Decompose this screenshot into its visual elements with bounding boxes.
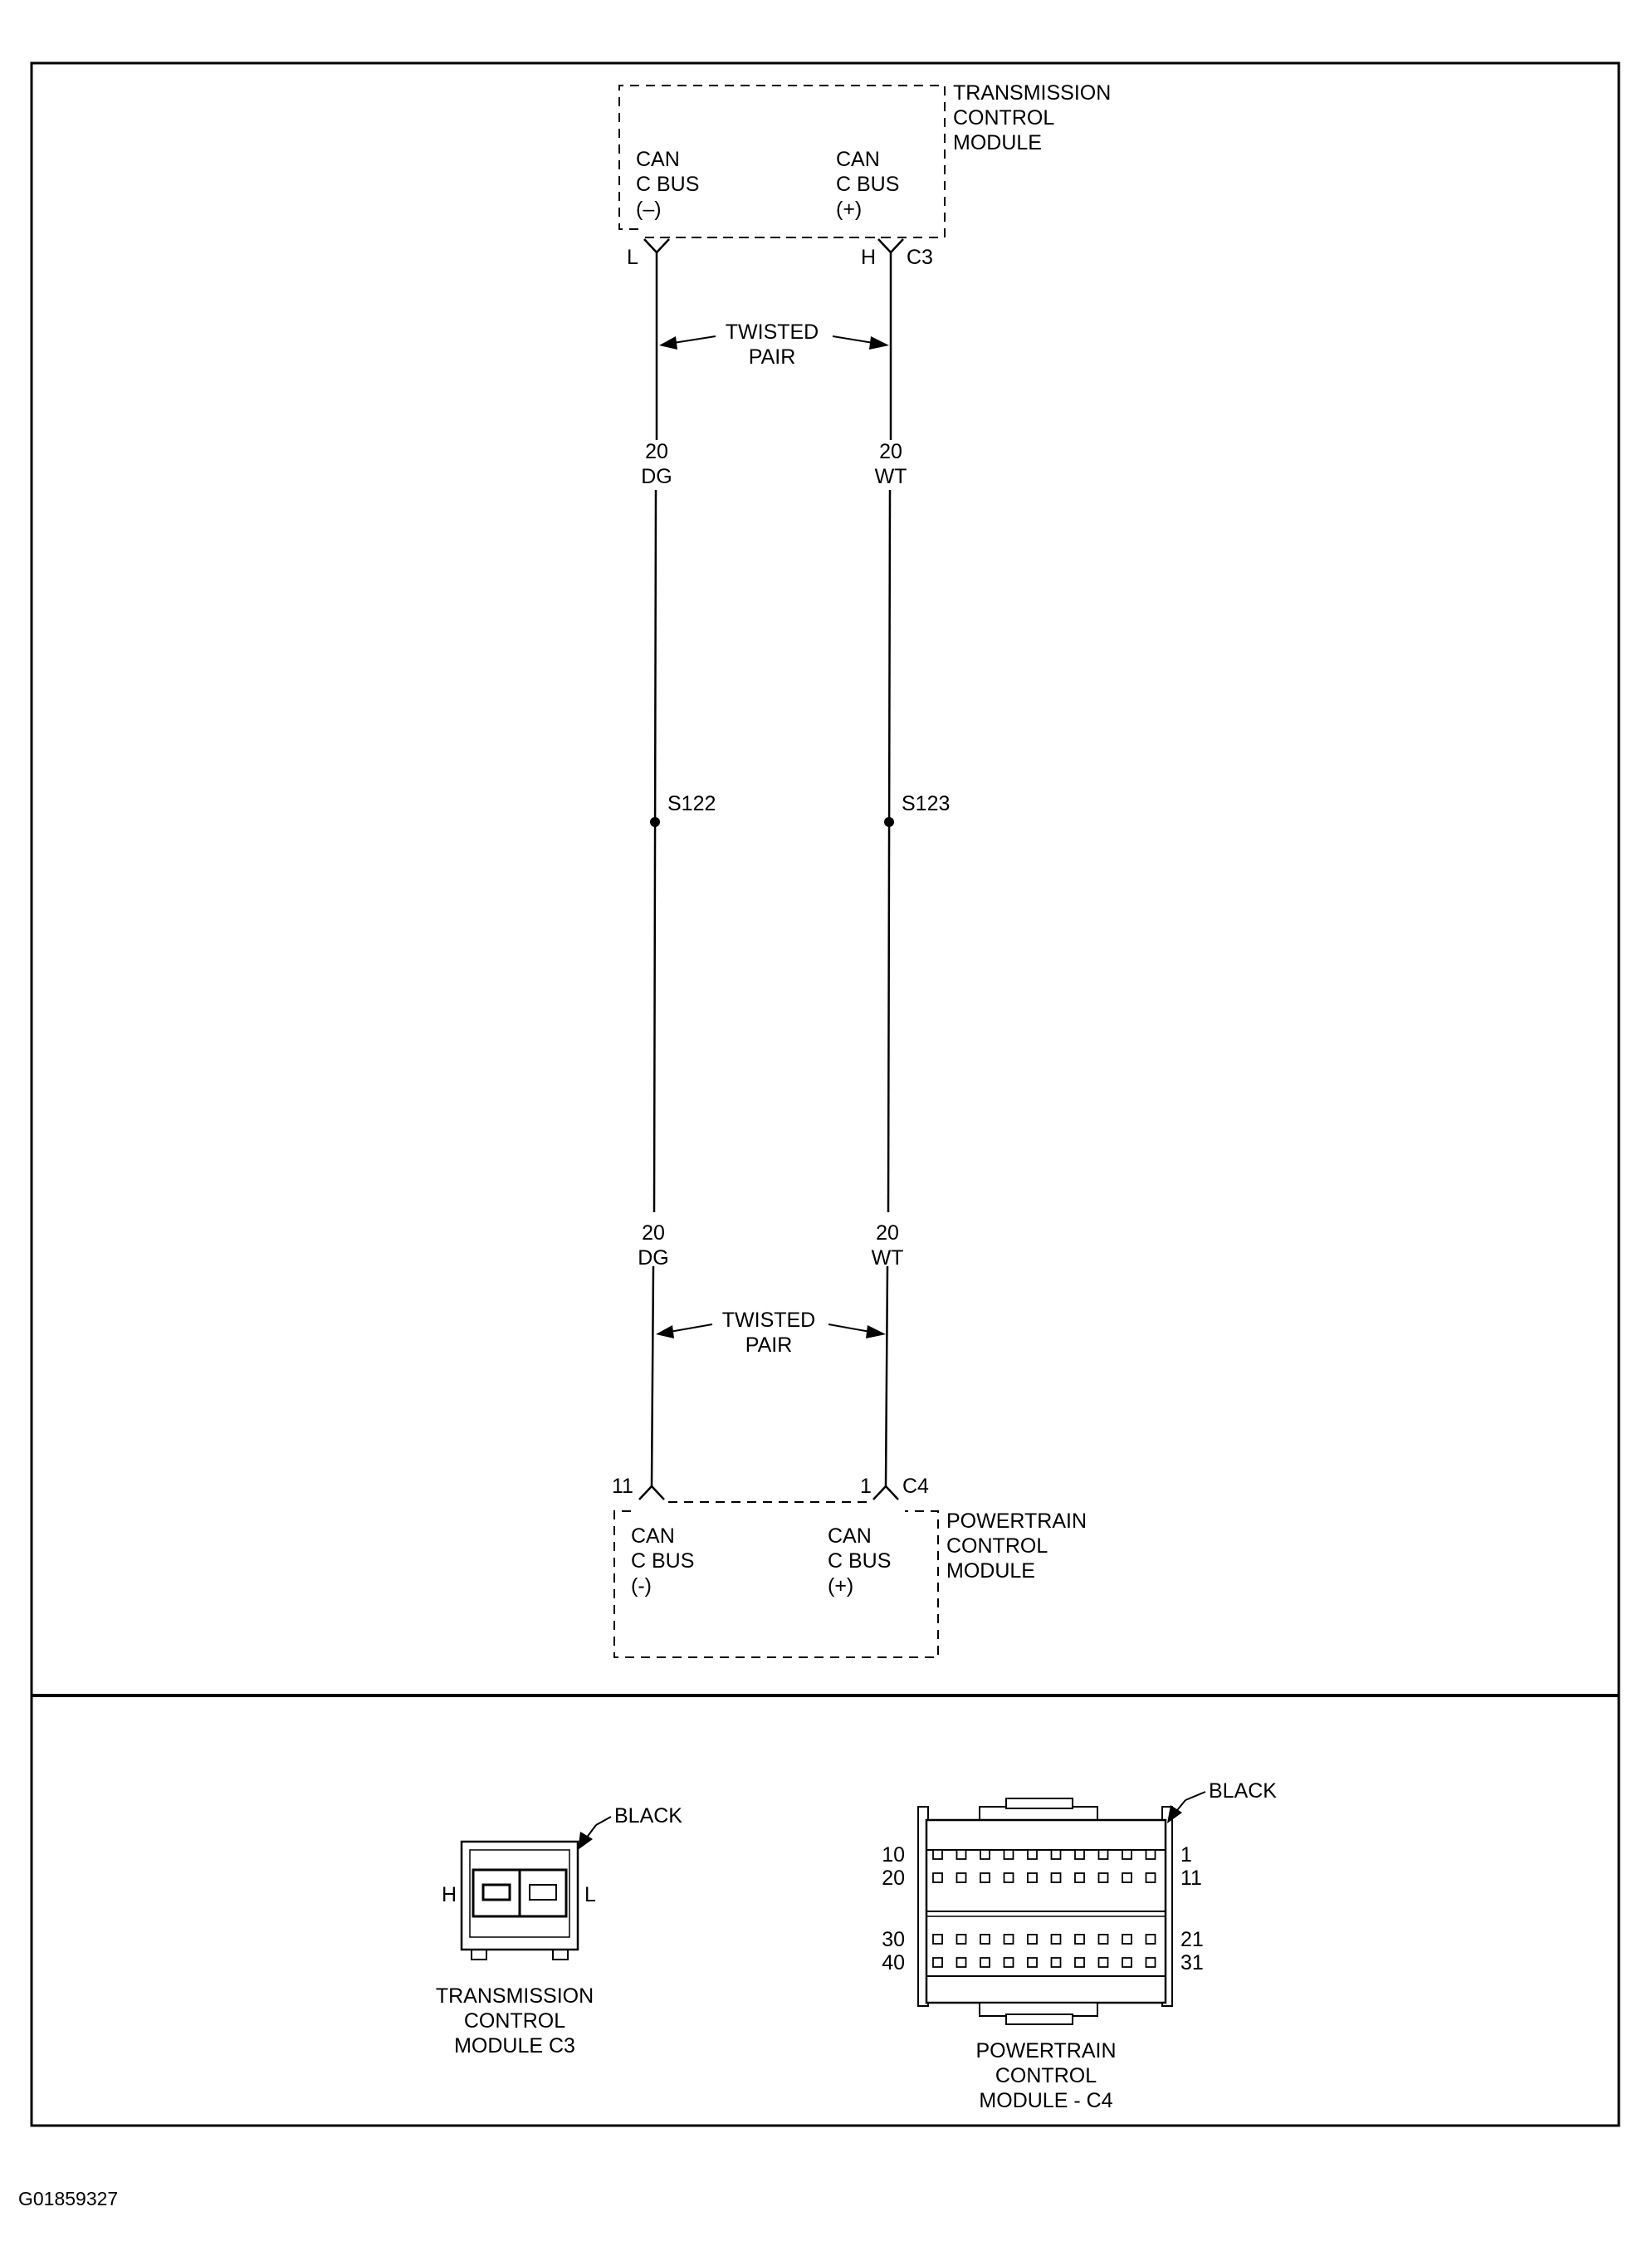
connector-c3-caption-line-3: MODULE C3	[454, 2034, 575, 2058]
connector-c4-cavity	[1052, 1935, 1061, 1944]
connector-c4-cavity	[1004, 1873, 1014, 1882]
connector-c4-cavity	[1028, 1850, 1037, 1859]
connector-c4-row-label-21: 21	[1180, 1928, 1204, 1951]
wire-left-dg	[652, 252, 657, 1486]
connector-c4-cavity	[957, 1958, 966, 1967]
connector-c3-color: BLACK	[614, 1804, 682, 1828]
connector-c4-cavity	[1146, 1958, 1156, 1967]
connector-c4-cavity	[1052, 1850, 1061, 1859]
pcm-neg-terminal-line-2: C BUS	[631, 1549, 695, 1573]
splice-s122-label: S122	[667, 792, 716, 815]
diagram-frame	[32, 63, 1619, 2126]
connector-c4-cavity	[933, 1850, 942, 1859]
connector-c4-cavity	[1004, 1958, 1014, 1967]
wire-left-color-bottom: DG	[638, 1246, 669, 1270]
connector-c4-cavity	[980, 1958, 990, 1967]
connector-c3-pin-h: H	[442, 1883, 457, 1906]
connector-c3-cavity-h	[483, 1885, 510, 1900]
connector-c4-cavity	[1122, 1958, 1131, 1967]
tcm-pos-terminal-line-2: C BUS	[836, 173, 900, 196]
wire-right-color-top: WT	[874, 465, 907, 488]
tcm-pin-l-symbol	[644, 239, 669, 252]
connector-c4-cavity	[957, 1850, 966, 1859]
connector-c4-cavity	[933, 1873, 942, 1882]
twisted-pair-top-line-1: TWISTED	[725, 320, 819, 344]
connector-c4-cavity	[1099, 1873, 1108, 1882]
tcm-neg-terminal-line-2: C BUS	[636, 173, 700, 196]
connector-c4-row-label-1: 1	[1180, 1843, 1192, 1867]
pcm-title-line-2: CONTROL	[946, 1534, 1048, 1558]
twisted-pair-bottom-arrow-right	[866, 1325, 886, 1338]
pcm-title-line-3: MODULE	[946, 1559, 1035, 1583]
wire-left-gauge-top: 20	[645, 440, 668, 463]
connector-c4-row-label-11: 11	[1180, 1867, 1202, 1890]
connector-c4-cavity	[1028, 1935, 1037, 1944]
pcm-connector-label: C4	[902, 1475, 929, 1498]
pcm-pos-terminal-line-3: (+)	[828, 1574, 854, 1598]
connector-c4-row-label-10: 10	[882, 1843, 905, 1867]
connector-c4-cavity	[1075, 1935, 1084, 1944]
connector-c4-cavity	[1099, 1850, 1108, 1859]
connector-c4-cavity	[1052, 1958, 1061, 1967]
connector-c4-cavity	[980, 1850, 990, 1859]
wire-right-wt	[886, 252, 891, 1486]
twisted-pair-top-arrow-left	[659, 336, 677, 350]
connector-c4-cavity	[1004, 1935, 1014, 1944]
connector-c4-cavity	[980, 1873, 990, 1882]
connector-c4-cavity	[1075, 1958, 1084, 1967]
connector-c3-view	[436, 1804, 682, 2058]
connector-c4-cavity	[1146, 1850, 1156, 1859]
connector-c4-row-label-31: 31	[1180, 1951, 1204, 1974]
wire-right-color-bottom: WT	[871, 1246, 904, 1270]
connector-c4-cavity	[1075, 1850, 1084, 1859]
twisted-pair-bottom-arrow-left	[656, 1325, 674, 1338]
pcm-pos-terminal-line-1: CAN	[828, 1524, 872, 1548]
figure-id: G01859327	[18, 2188, 119, 2209]
tcm-connector-label: C3	[907, 246, 933, 269]
connector-c4-cavity	[1028, 1873, 1037, 1882]
connector-c4-cavity	[1052, 1873, 1061, 1882]
tcm-pos-terminal-line-3: (+)	[836, 198, 863, 221]
connector-c4-row-label-20: 20	[882, 1867, 905, 1890]
connector-c4-cavity	[1099, 1935, 1108, 1944]
connector-c4-cavity	[1099, 1958, 1108, 1967]
connector-c3-pin-l: L	[584, 1883, 596, 1906]
tcm-neg-terminal-line-1: CAN	[636, 148, 680, 171]
pcm-neg-terminal-line-1: CAN	[631, 1524, 675, 1548]
connector-c4-caption-line-3: MODULE - C4	[979, 2089, 1113, 2112]
connector-c4-cavity	[957, 1873, 966, 1882]
tcm-title-line-3: MODULE	[953, 131, 1042, 154]
connector-c4-cavity	[1146, 1935, 1156, 1944]
connector-c4-cavity	[1004, 1850, 1014, 1859]
wire-right-gauge-top: 20	[879, 440, 902, 463]
connector-c4-view	[882, 1779, 1277, 2112]
twisted-pair-top-arrow-right	[869, 336, 889, 350]
transmission-control-module	[619, 81, 1111, 269]
connector-c3-caption-line-1: TRANSMISSION	[435, 1984, 594, 2008]
connector-c4-row-label-30: 30	[882, 1928, 905, 1951]
connector-c3-cavity-l	[530, 1885, 556, 1900]
twisted-pair-bottom-line-1: TWISTED	[721, 1309, 816, 1332]
connector-c4-cavity	[1122, 1850, 1131, 1859]
tcm-pos-terminal-line-1: CAN	[836, 148, 880, 171]
connector-c3-caption-line-2: CONTROL	[463, 2009, 566, 2033]
pcm-title-line-1: POWERTRAIN	[946, 1509, 1087, 1533]
splice-s123-dot	[884, 817, 894, 827]
wire-right-gauge-bottom: 20	[876, 1221, 899, 1245]
connector-c4-caption-line-2: CONTROL	[995, 2064, 1097, 2087]
pcm-pin-1-label: 1	[860, 1475, 872, 1498]
connector-c4-cavity	[980, 1935, 990, 1944]
pcm-pos-terminal-line-2: C BUS	[828, 1549, 892, 1573]
twisted-pair-top	[659, 320, 889, 369]
connector-c4-color: BLACK	[1209, 1779, 1277, 1803]
tcm-pin-11-symbol	[639, 1486, 664, 1500]
twisted-pair-top-line-2: PAIR	[748, 345, 796, 369]
connector-c4-cavity	[1146, 1873, 1156, 1882]
connector-c4-cavity	[1028, 1958, 1037, 1967]
connector-c4-cavity	[1122, 1935, 1131, 1944]
splice-s122-dot	[650, 817, 660, 827]
wire-left-gauge-bottom: 20	[642, 1221, 665, 1245]
connector-c4-cavity	[933, 1935, 942, 1944]
pcm-pin-11-label: 11	[612, 1475, 633, 1498]
twisted-pair-bottom-line-2: PAIR	[745, 1333, 793, 1357]
twisted-pair-bottom	[656, 1309, 886, 1357]
tcm-pin-h-label: H	[861, 246, 877, 269]
connector-c4-caption-line-1: POWERTRAIN	[975, 2039, 1117, 2062]
tcm-title-line-1: TRANSMISSION	[953, 81, 1112, 105]
connector-c4-cavity	[1075, 1873, 1084, 1882]
tcm-neg-terminal-line-3: (–)	[636, 198, 662, 221]
tcm-pin-h-symbol	[878, 239, 903, 252]
connector-c4-row-label-40: 40	[882, 1951, 905, 1974]
connector-c4-cavity	[933, 1958, 942, 1967]
connector-c4-cavity	[1122, 1873, 1131, 1882]
connector-c4-cavity	[957, 1935, 966, 1944]
wire-left-color-top: DG	[641, 465, 672, 488]
powertrain-control-module	[612, 1475, 1087, 1657]
pcm-neg-terminal-line-3: (-)	[631, 1574, 652, 1598]
tcm-title-line-2: CONTROL	[953, 106, 1055, 130]
splice-s123-label: S123	[902, 792, 951, 815]
pcm-pin-1-symbol	[873, 1486, 898, 1500]
tcm-pin-l-label: L	[627, 246, 638, 269]
